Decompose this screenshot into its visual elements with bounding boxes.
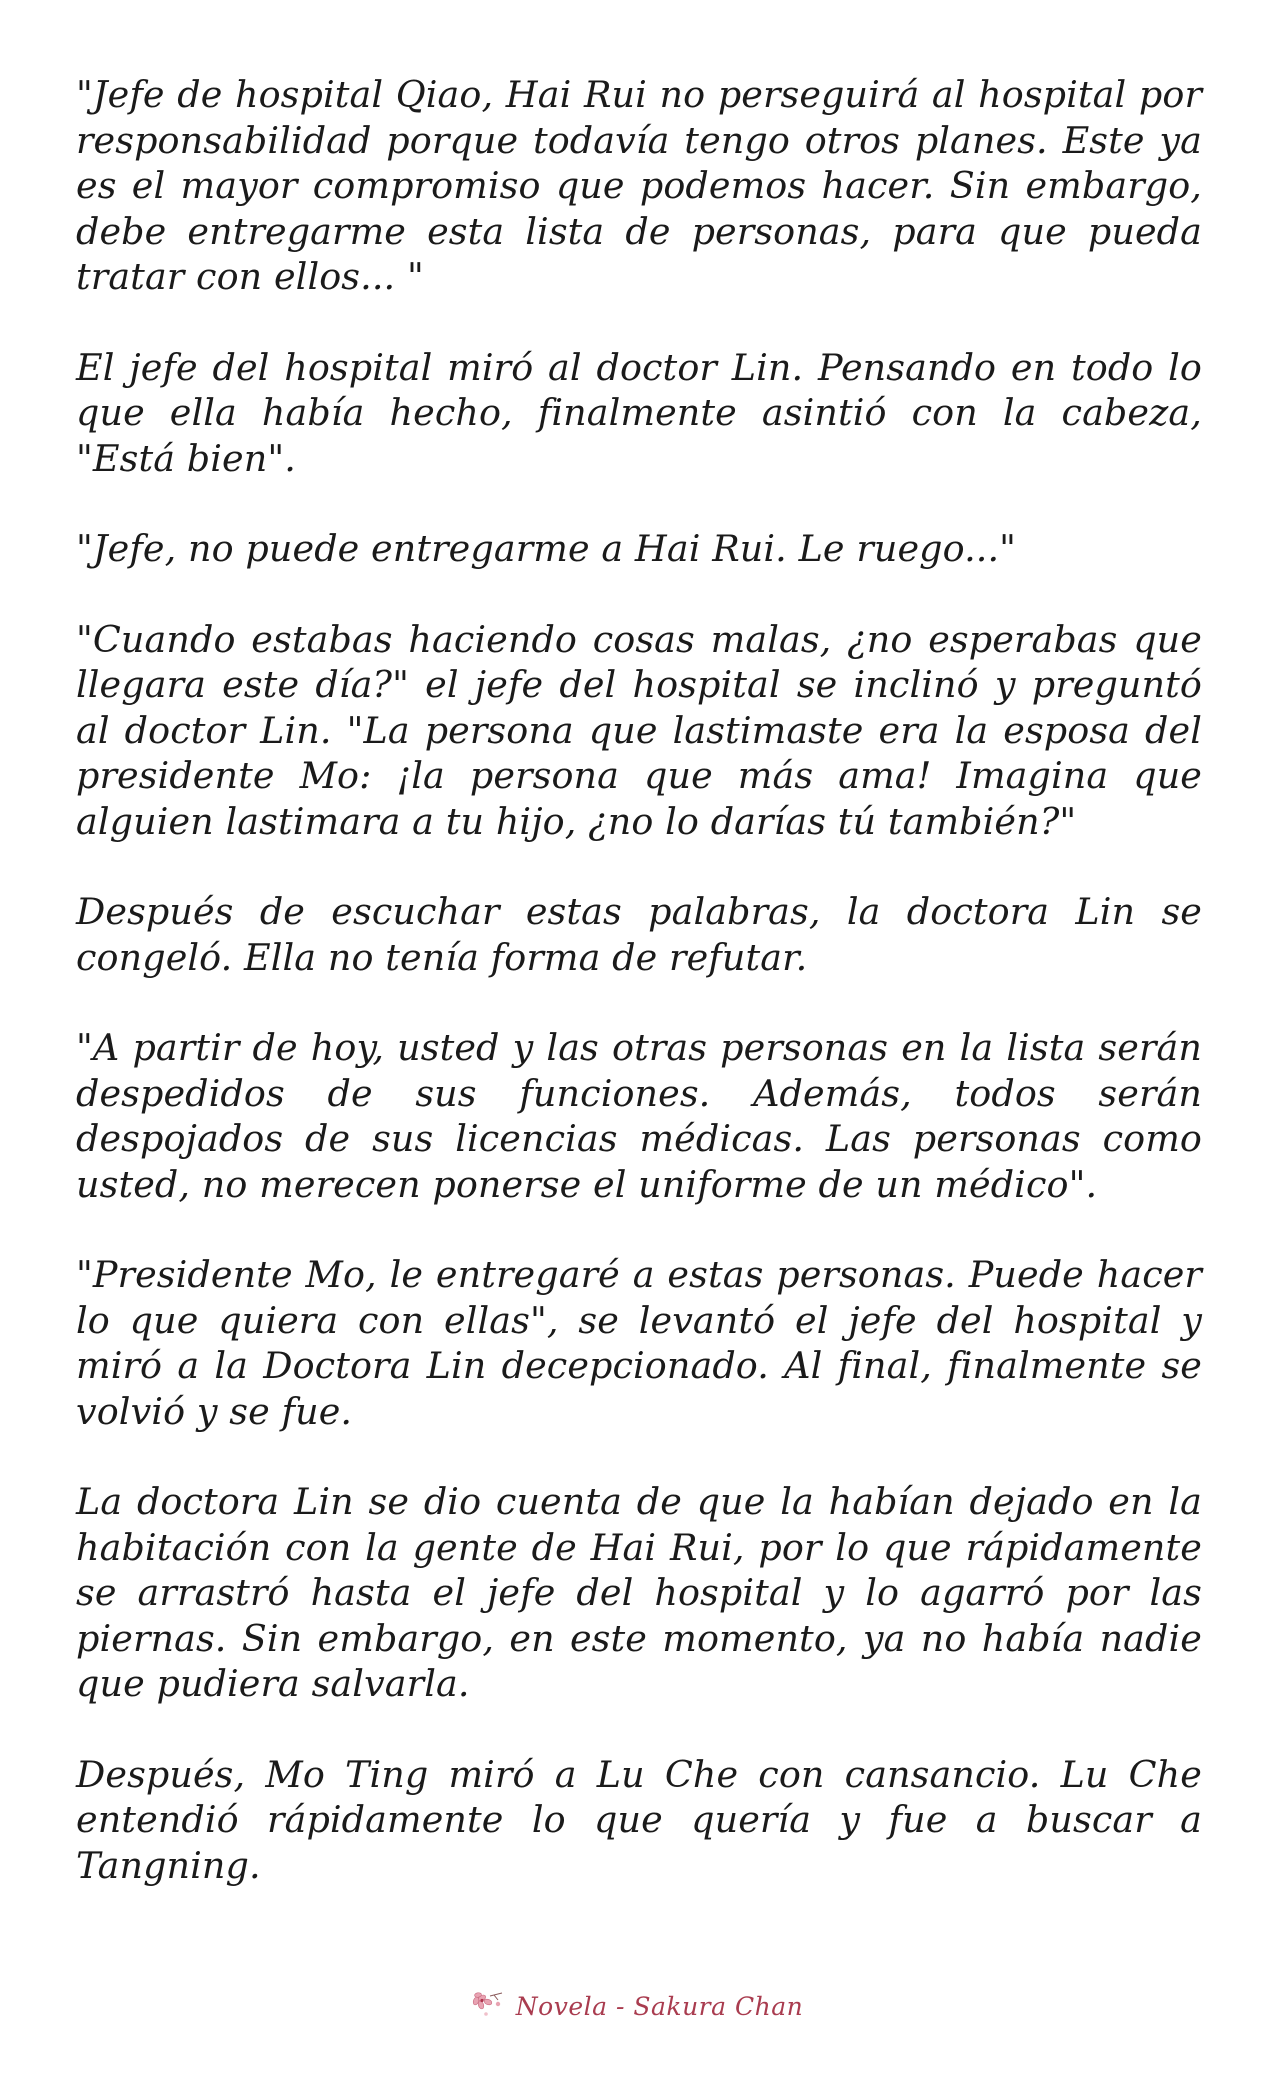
paragraph-1: "Jefe de hospital Qiao, Hai Rui no perseguirá al hospital por responsabilidad porque todavía tengo otros planes. Este ya es el mayor compromiso que podemos hacer. Sin embargo, debe entregarme esta lista de personas, para que pueda tratar con ellos... "	[76, 73, 1202, 298]
paragraph-3: "Jefe, no puede entregarme a Hai Rui. Le ruego..."	[76, 527, 1017, 570]
footer-watermark	[0, 1990, 1275, 2022]
paragraph-2: El jefe del hospital miró al doctor Lin. Pensando en todo lo que ella había hecho, finalmente asintió con la cabeza, "Está bien".	[76, 345, 1202, 480]
sakura-flower-icon	[472, 1990, 506, 2022]
paragraph-6: "A partir de hoy, usted y las otras personas en la lista serán despedidos de sus funciones. Además, todos serán despojados de sus licencias médicas. Las personas como usted, no merecen ponerse el uniforme de un médico".	[76, 1026, 1202, 1206]
footer-text: Novela - Sakura Chan	[515, 1991, 804, 2021]
chapter-text	[76, 72, 1202, 1933]
paragraph-7: "Presidente Mo, le entregaré a estas personas. Puede hacer lo que quiera con ellas", se levantó el jefe del hospital y miró a la Doctora Lin decepcionado. Al final, finalmente se volvió y se fue.	[76, 1253, 1202, 1433]
paragraph-5: Después de escuchar estas palabras, la doctora Lin se congeló. Ella no tenía forma de refutar.	[76, 890, 1202, 979]
paragraph-4: "Cuando estabas haciendo cosas malas, ¿no esperabas que llegara este día?" el jefe del hospital se inclinó y preguntó al doctor Lin. "La persona que lastimaste era la esposa del presidente Mo: ¡la persona que más ama! Imagina que alguien lastimara a tu hijo, ¿no lo darías tú también?"	[76, 617, 1202, 843]
paragraph-8: La doctora Lin se dio cuenta de que la habían dejado en la habitación con la gente de Hai Rui, por lo que rápidamente se arrastró hasta el jefe del hospital y lo agarró por las piernas. Sin embargo, en este momento, ya no había nadie que pudiera salvarla.	[76, 1480, 1202, 1705]
paragraph-9: Después, Mo Ting miró a Lu Che con cansancio. Lu Che entendió rápidamente lo que quería y fue a buscar a Tangning.	[76, 1752, 1202, 1887]
